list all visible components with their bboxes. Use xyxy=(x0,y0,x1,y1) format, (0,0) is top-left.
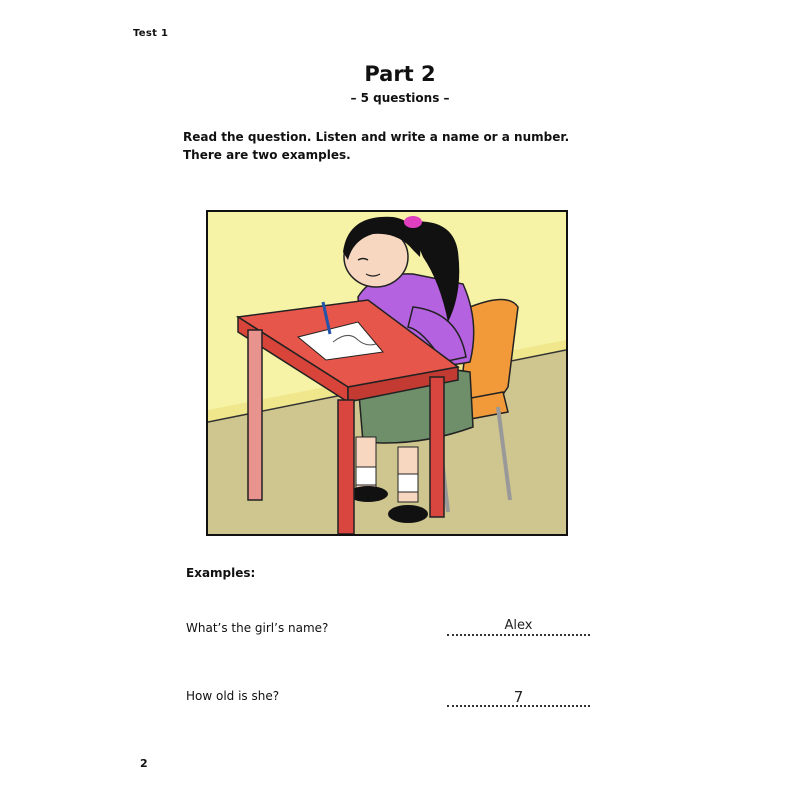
page-subtitle: – 5 questions – xyxy=(350,91,450,105)
example-question-2: How old is she? xyxy=(186,689,280,703)
example-answer-1: Alex xyxy=(504,618,533,633)
example-answer-2: 7 xyxy=(513,688,524,706)
page-title: Part 2 xyxy=(364,62,436,86)
girl-writing-at-desk-illustration xyxy=(206,210,568,536)
answer-line-1 xyxy=(447,634,590,636)
examples-heading: Examples: xyxy=(186,566,256,580)
example-question-1: What’s the girl’s name? xyxy=(186,621,329,635)
instruction-line-1: Read the question. Listen and write a name or a number. xyxy=(183,130,570,144)
test-label: Test 1 xyxy=(133,28,169,39)
instruction-line-2: There are two examples. xyxy=(183,148,351,162)
page-number: 2 xyxy=(140,757,148,770)
